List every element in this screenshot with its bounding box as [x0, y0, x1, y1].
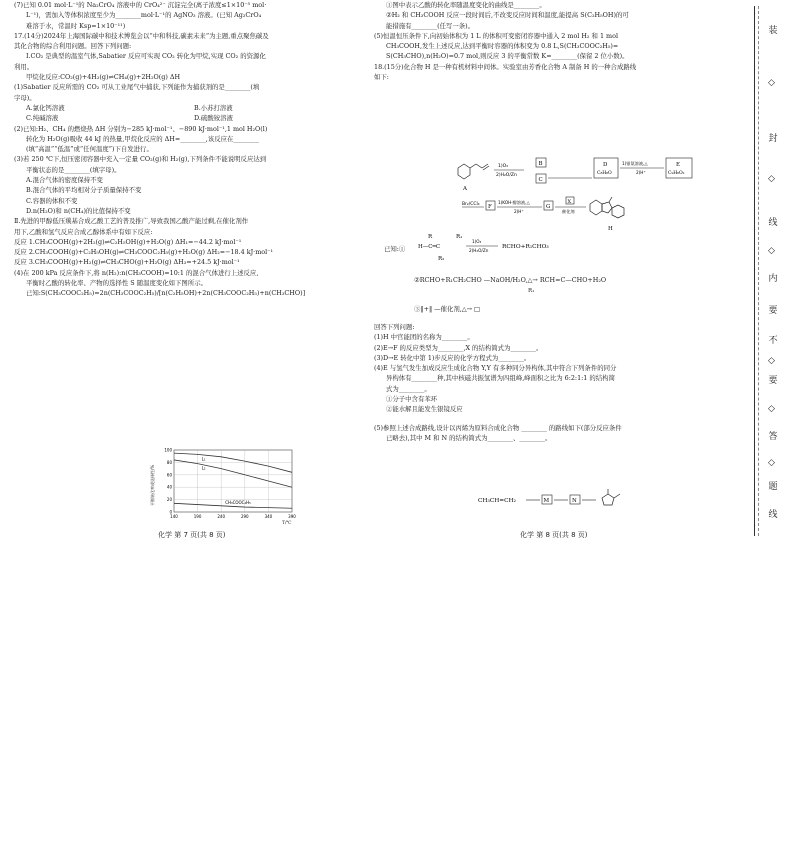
text-line: (1)Sabatier 反应所需的 CO₂ 可从工业尾气中捕获,下列能作为捕获剂的是________(填: [14, 83, 260, 92]
text-line: 利用。: [14, 62, 34, 71]
diamond-icon: ◇: [768, 174, 775, 184]
y-tick-label: 100: [164, 447, 172, 453]
compound-a-structure: [458, 164, 489, 179]
reagent-catalyst: 催化剂: [562, 209, 575, 214]
reaction-3: 反应 3.CH₃COOH(g)+H₂(g)⇌CH₃CHO(g)+H₂O(g) ΔH₃=+24.5 kJ·mol⁻¹: [14, 258, 240, 267]
text-line: Ⅱ.先进的甲醇低压羰基合成乙酸工艺的普及推广,导致我国乙酸产能过剩,在催化剂作: [14, 217, 249, 226]
y-tick-label: 20: [166, 497, 172, 503]
y-tick-label: 40: [166, 484, 172, 490]
text-line: (1)H 中官能团的名称为________。: [374, 333, 474, 342]
label-b: B: [538, 161, 543, 167]
known-label: 已知:①: [384, 245, 406, 253]
synthesis-scheme-2: [462, 196, 652, 236]
known-reaction-1: [414, 232, 644, 266]
text-line: ①图中表示乙酸的转化率随温度变化的曲线是________。: [386, 1, 546, 9]
series-label: L₁: [201, 456, 206, 462]
series-label: CH₃COOC₂H₅: [225, 499, 251, 505]
text-line: 其化合物的综合利用问题。回答下列问题:: [14, 42, 132, 51]
x-tick-label: 290: [240, 514, 249, 519]
text-line: 如下:: [374, 73, 389, 82]
diamond-icon: ◇: [768, 78, 775, 88]
series-label: L₂: [201, 465, 206, 471]
option-b: B.小苏打溶液: [194, 103, 233, 112]
page-8-questions: [374, 322, 722, 862]
seal-char: 装: [768, 26, 778, 36]
margin-dashed-line: [758, 6, 759, 536]
text-line: 平衡状态的是________(填字母)。: [26, 165, 121, 174]
text-line: ②H₂ 和 CH₃COOH 反应一段时间后,不改变反应时间和温度,能提高 S(C₂H₅OH)的可: [386, 11, 629, 20]
x-axis-label: T/℃: [282, 521, 292, 526]
text-line: (2)已知:H₂、CH₄ 的燃烧热 ΔH 分别为−285 kJ·mol⁻¹、−890 kJ·mol⁻¹,1 mol H₂O(l): [14, 124, 268, 133]
route-start: CH₃CH=CH₂: [478, 498, 516, 504]
text-line: Ⅰ.CO₂ 是典型的温室气体,Sabatier 反应可实现 CO₂ 转化为甲烷,实现 CO₂ 的资源化: [26, 52, 266, 61]
question-18-title: 18.(15分)化合物 H 是一种有机材料中间体。实验室由芳香化合物 A 制备 H 的一种合成路线: [374, 62, 637, 71]
known1-product: RCHO+R₁CHO₃: [502, 244, 549, 250]
option-b: B.混合气体的平均相对分子质量保持不变: [26, 186, 142, 195]
reagent-acid: 2)H⁺: [636, 170, 646, 175]
seal-char: 线: [768, 510, 778, 520]
seal-char: 线: [768, 218, 778, 228]
text-line: L⁻¹)，需加入等体积浓度至少为________mol·L⁻¹的 AgNO₃ 溶液。(已知 Ag₂CrO₄: [26, 11, 262, 20]
option-d: D.硫酸铵溶液: [194, 114, 233, 123]
diamond-icon: ◇: [768, 246, 775, 256]
reaction-2: 反应 2.CH₃COOH(g)+C₂H₅OH(g)⇌CH₃COOC₂H₅(g)+H₂O(g) ΔH₂=−18.4 kJ·mol⁻¹: [14, 248, 274, 257]
reagent-ozone: 1)O₃: [498, 164, 508, 169]
known1-ozone: 1)O₃: [472, 239, 482, 244]
x-tick-label: 340: [264, 514, 273, 519]
known-reaction-3: ③‖+‖ —催化剂,△→ □: [414, 305, 481, 313]
options-row: [14, 113, 362, 123]
option-a: A.混合气体的密度保持不变: [26, 176, 103, 185]
known1-r2: R₂: [438, 256, 445, 262]
known1-r1: R₁: [456, 234, 463, 240]
label-g: G: [546, 204, 551, 210]
seal-char: 要: [768, 376, 778, 386]
diamond-icon: ◇: [768, 404, 775, 414]
option-d: D.n(H₂O)和 n(CH₄)的比值保持不变: [26, 206, 131, 215]
seal-char: 不: [768, 336, 778, 346]
text-line: 异构体有________种,其中核磁共振氢谱为四组峰,峰面积之比为 6:2:1:1 的结构简: [386, 374, 615, 383]
formula-d: C₈H₈O: [597, 171, 612, 176]
known-reaction-2: ②RCHO+R₁CH₂CHO —NaOH/H₂O,△→ RCH=C—CHO+H₂O: [414, 276, 607, 284]
y-tick-label: 80: [166, 459, 172, 465]
x-tick-label: 390: [288, 514, 296, 519]
route-scheme: [478, 488, 708, 512]
seal-char: 题: [768, 482, 778, 492]
label-d: D: [603, 162, 608, 168]
margin-line: [754, 6, 755, 536]
text-line: 字母)。: [14, 93, 36, 102]
text-line: (3)若 250 ℃下,恒压密闭容器中充入一定量 CO₂(g)和 H₂(g),下列条件不能说明反应达到: [14, 155, 267, 164]
text-line: 转化为 H₂O(g)吸收 44 kJ 的热量,甲烷化反应的 ΔH=________,该反应在________: [26, 134, 259, 143]
svg-text:H—C═C: H—C═C: [418, 244, 441, 250]
diamond-icon: ◇: [768, 356, 775, 366]
known1-r: R: [428, 234, 433, 240]
options-row: [14, 103, 362, 113]
text-line: (7)已知 0.01 mol·L⁻¹的 Na₂CrO₄ 溶液中的 CrO₄²⁻ 沉淀完全(离子浓度≤1×10⁻⁵ mol·: [14, 1, 267, 9]
reaction-1: 反应 1.CH₃COOH(g)+2H₂(g)⇌C₂H₅OH(g)+H₂O(g) ΔH₁=−44.2 kJ·mol⁻¹: [14, 237, 242, 246]
text-line: 用下,乙酸和氢气反应合成乙醇体系中有如下反应:: [14, 227, 153, 236]
reagent-zn: 2)H₂O/Zn: [496, 173, 517, 178]
selectivity-formula: 已知:S(CH₃COOC₂H₅)=2n(CH₃COOC₂H₅)/[n(C₂H₅OH)+2n(CH₃COOC₂H₅)+n(CH₃CHO)]: [26, 289, 306, 298]
y-tick-label: 0: [169, 509, 172, 515]
page-8-footer: 化学 第 8 页(共 8 页): [520, 531, 588, 539]
x-tick-label: 140: [170, 514, 178, 519]
text-line: 难溶于水，常温时 Ksp=1×10⁻¹¹): [26, 21, 126, 30]
page-7-footer: 化学 第 7 页(共 8 页): [158, 531, 226, 539]
seal-char: 内: [768, 274, 778, 284]
binding-margin: [742, 6, 792, 536]
option-a: A.氯化钙溶液: [26, 103, 65, 112]
text-line: (4)在 200 kPa 反应条件下,将 n(H₂):n(CH₃COOH)=10:1 的混合气体进行上述反应,: [14, 268, 259, 277]
y-axis-label: 平衡转化率或选择性/%: [150, 464, 155, 506]
known1-zn: 2)H₂O/Zn: [469, 248, 489, 253]
label-f: F: [488, 204, 492, 210]
selectivity-chart: [150, 446, 300, 526]
text-line: S(CH₃CHO),n(H₂O)=0.7 mol,则反应 3 的平衡常数 K=________(保留 2 位小数)。: [386, 52, 629, 61]
text-line: CH₃COOH,发生上述反应,达到平衡时容器的体积变为 0.8 L,S(CH₃COOC₂H₅)=: [386, 42, 619, 51]
label-a: A: [463, 186, 467, 192]
text-line: (5)参照上述合成路线,设计以丙烯为原料合成化合物 ________ 的路线如下(部分反应条件: [374, 423, 622, 432]
option-c: C.纯碱溶液: [26, 114, 59, 123]
text-line: (3)D→E 转化中第 1)步反应的化学方程式为________。: [374, 353, 531, 362]
condition-2: ②能水解且能发生银镜反应: [386, 405, 463, 414]
formula-e: C₉H₈O₂: [668, 171, 685, 176]
known-reaction-2-sub: R₁: [528, 288, 535, 294]
text-line: 回答下列问题:: [374, 323, 415, 331]
compound-h-structure: [590, 197, 624, 218]
synthesis-scheme-1: [452, 154, 722, 200]
label-h: H: [608, 226, 613, 232]
text-line: 式为________。: [386, 384, 431, 393]
text-line: (填“高温”“低温”或“任何温度”)下自发进行。: [26, 145, 153, 154]
label-e: E: [676, 162, 681, 168]
reagent-acid2: 2)H⁺: [514, 209, 524, 214]
reagent-koh: 1)KOH·醇溶液,△: [498, 200, 530, 205]
reagent-bromine: Br₂/CCl₄: [462, 202, 480, 207]
target-structure: [602, 489, 620, 505]
text-line: 平衡时乙酸的转化率、产物的选择性 S 随温度变化如下图所示。: [26, 279, 207, 288]
text-line: 甲烷化反应:CO₂(g)+4H₂(g)⇌CH₄(g)+2H₂O(g) ΔH: [26, 73, 181, 82]
x-tick-label: 190: [193, 514, 202, 519]
seal-char: 封: [768, 134, 778, 144]
diamond-icon: ◇: [768, 458, 775, 468]
seal-char: 答: [768, 432, 778, 442]
text-line: 能措施有________(任写一条)。: [386, 21, 475, 30]
condition-1: ①分子中含有苯环: [386, 395, 438, 404]
text-line: (2)E→F 的反应类型为________,X 的结构简式为________。: [374, 343, 543, 352]
x-tick-label: 240: [217, 514, 226, 519]
text-line: (5)恒温恒压条件下,向初始体积为 1 L 的体积可变密闭容器中通入 2 mol H₂ 和 1 mol: [374, 31, 619, 40]
seal-char: 要: [768, 306, 778, 316]
text-line: 已略去),其中 M 和 N 的结构简式为________、________。: [386, 433, 552, 442]
y-tick-label: 60: [166, 472, 172, 478]
text-line: (4)E 与氢气发生加成反应生成化合物 Y,Y 有多种同分异构体,其中符合下列条件的同分: [374, 364, 617, 373]
option-c: C.容器的体积不变: [26, 196, 78, 205]
label-n: N: [572, 498, 577, 504]
label-c: C: [538, 177, 543, 183]
question-17-title: 17.(14分)2024年上海国际碳中和技术博览会以“中和科技,碳素未来”为主题,重点聚焦碳及: [14, 31, 269, 40]
label-m: M: [543, 498, 550, 504]
label-x: X: [567, 199, 572, 205]
reagent-silver: 1)银氨溶液,△: [622, 161, 648, 166]
